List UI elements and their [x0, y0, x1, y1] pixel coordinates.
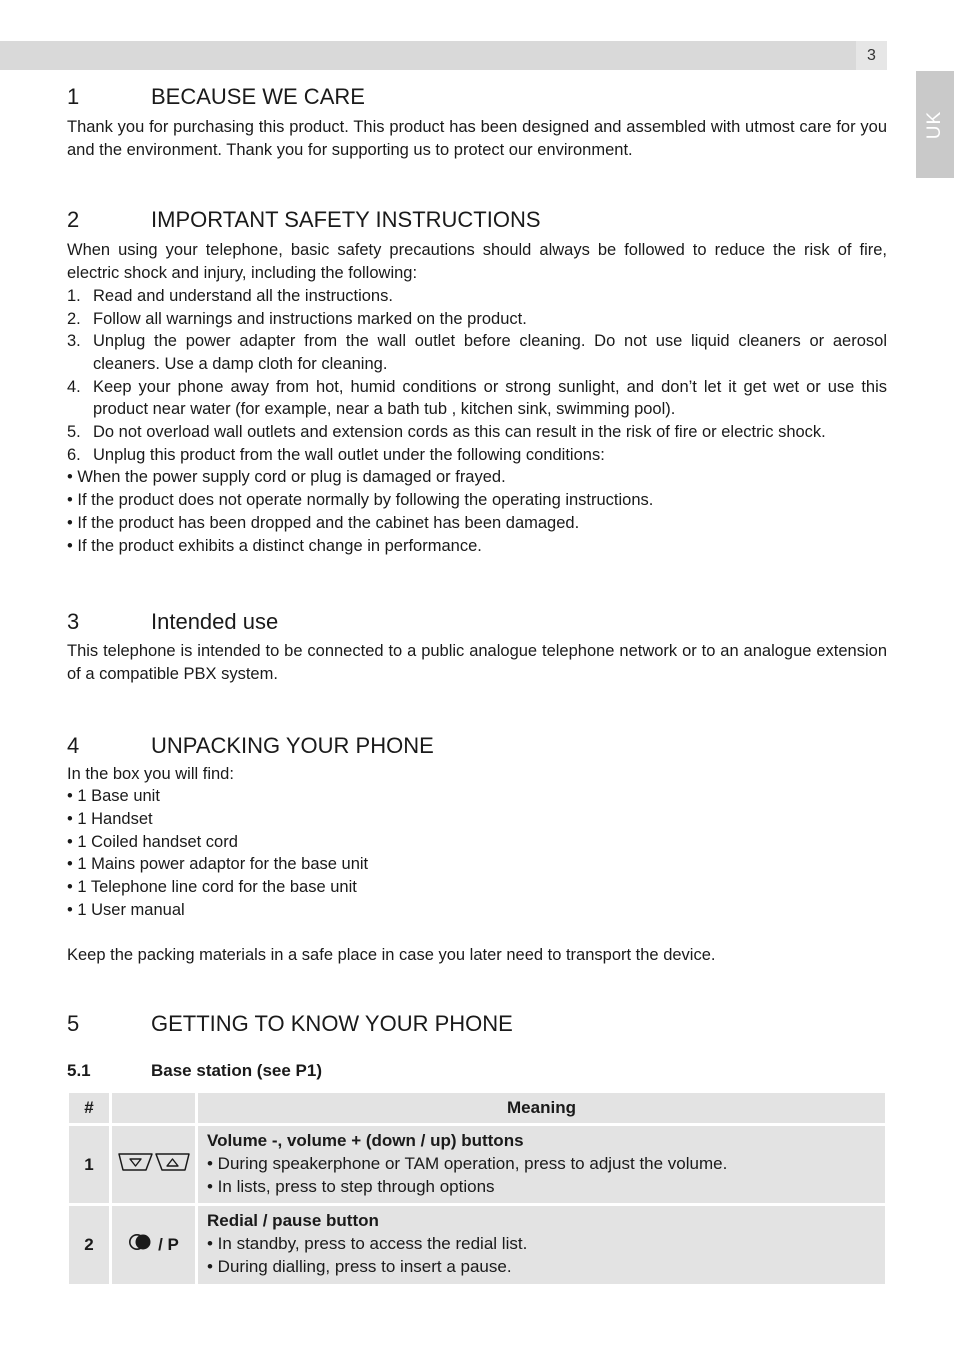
row-number: 2 — [69, 1206, 109, 1283]
bullet-item: • 1 Telephone line cord for the base unit — [67, 878, 357, 897]
bullet-item: • 1 Mains power adaptor for the base unit — [67, 855, 369, 874]
section-2-heading — [67, 206, 887, 234]
section-number: 4 — [67, 732, 80, 758]
table-row — [69, 1126, 885, 1203]
bullet-item: • If the product does not operate normally by following the operating instructions. — [67, 491, 654, 510]
list-item: 5. Do not overload wall outlets and extension cords as this can result in the risk of fire or electric shock. — [67, 423, 826, 442]
list-item: 6. Unplug this product from the wall outlet under the following conditions: — [67, 445, 605, 464]
section-title: BECAUSE WE CARE — [151, 84, 365, 109]
row-title: Redial / pause button — [207, 1211, 379, 1231]
language-tab-label: UK — [924, 110, 945, 139]
section-2-intro: When using your telephone, basic safety precautions should always be followed to reduce the risk of fire, electric shock and injury, including the following: — [67, 241, 887, 283]
column-header — [112, 1093, 195, 1123]
row-line: • In lists, press to step through options — [207, 1176, 495, 1196]
section-number: 1 — [67, 84, 80, 109]
column-header: # — [69, 1093, 109, 1123]
page-content — [67, 83, 887, 1287]
section-4-note: Keep the packing materials in a safe place in case you later need to transport the device. — [67, 945, 716, 964]
key-cell — [112, 1206, 195, 1283]
key-cell — [112, 1126, 195, 1203]
subsection-title: Base station (see P1) — [151, 1061, 323, 1081]
section-title: IMPORTANT SAFETY INSTRUCTIONS — [151, 207, 541, 233]
bullet-item: • If the product has been dropped and the cabinet has been damaged. — [67, 513, 580, 532]
section-title: GETTING TO KNOW YOUR PHONE — [151, 1011, 513, 1037]
row-number: 1 — [69, 1126, 109, 1203]
list-item: 4. Keep your phone away from hot, humid conditions or strong sunlight, and don’t let it get wet or use this product near water (for example, near a bath tub , kitchen sink, swimming pool). — [67, 377, 887, 419]
section-1-body: Thank you for purchasing this product. This product has been designed and assembled with utmost care for you and the environment. Thank you for supporting us to protect our environment. — [67, 118, 887, 159]
section-4-heading — [67, 732, 887, 760]
pause-key-label: / P — [158, 1234, 179, 1254]
section-title: UNPACKING YOUR PHONE — [151, 732, 434, 758]
subsection-5-1-heading — [67, 1060, 887, 1082]
section-3-heading — [67, 608, 887, 636]
base-station-table — [66, 1090, 888, 1286]
row-line: • During dialling, press to insert a pause. — [207, 1256, 512, 1276]
row-title: Volume -, volume + (down / up) buttons — [207, 1131, 524, 1151]
list-item: 2. Follow all warnings and instructions marked on the product. — [67, 309, 527, 328]
meaning-cell — [198, 1206, 885, 1283]
meaning-cell — [198, 1126, 885, 1203]
column-header: Meaning — [198, 1093, 885, 1123]
section-number: 2 — [67, 207, 80, 233]
volume-down-up-keys-icon — [116, 1159, 192, 1178]
redial-key-icon — [128, 1233, 154, 1256]
list-item: 1. Read and understand all the instructions. — [67, 286, 393, 305]
section-1-heading — [67, 83, 887, 111]
bullet-item: • 1 Base unit — [67, 787, 160, 806]
section-4-intro: In the box you will find: — [67, 764, 234, 783]
page-number: 3 — [856, 41, 887, 70]
table-row — [69, 1206, 885, 1283]
section-number: 3 — [67, 609, 80, 635]
row-line: • In standby, press to access the redial list. — [207, 1234, 528, 1254]
section-number: 5 — [67, 1011, 80, 1037]
bullet-item: • 1 Coiled handset cord — [67, 832, 238, 851]
subsection-number: 5.1 — [67, 1061, 91, 1081]
bullet-item: • When the power supply cord or plug is damaged or frayed. — [67, 468, 506, 487]
bullet-item: • 1 Handset — [67, 810, 153, 829]
section-title: Intended use — [151, 609, 279, 635]
bullet-item: • If the product exhibits a distinct change in performance. — [67, 536, 482, 555]
header-bar — [0, 41, 856, 70]
table-header-row — [69, 1093, 885, 1123]
section-5-heading — [67, 1010, 887, 1038]
section-3-body: This telephone is intended to be connected to a public analogue telephone network or to an analogue extension of a compatible PBX system. — [67, 642, 887, 683]
row-line: • During speakerphone or TAM operation, press to adjust the volume. — [207, 1153, 728, 1173]
list-item: 3. Unplug the power adapter from the wall outlet before cleaning. Do not use liquid cleaners or aerosol cleaners. Use a damp cloth for cleaning. — [67, 332, 887, 373]
bullet-item: • 1 User manual — [67, 900, 185, 919]
language-tab[interactable] — [916, 71, 954, 178]
safety-steps-list — [67, 285, 887, 467]
